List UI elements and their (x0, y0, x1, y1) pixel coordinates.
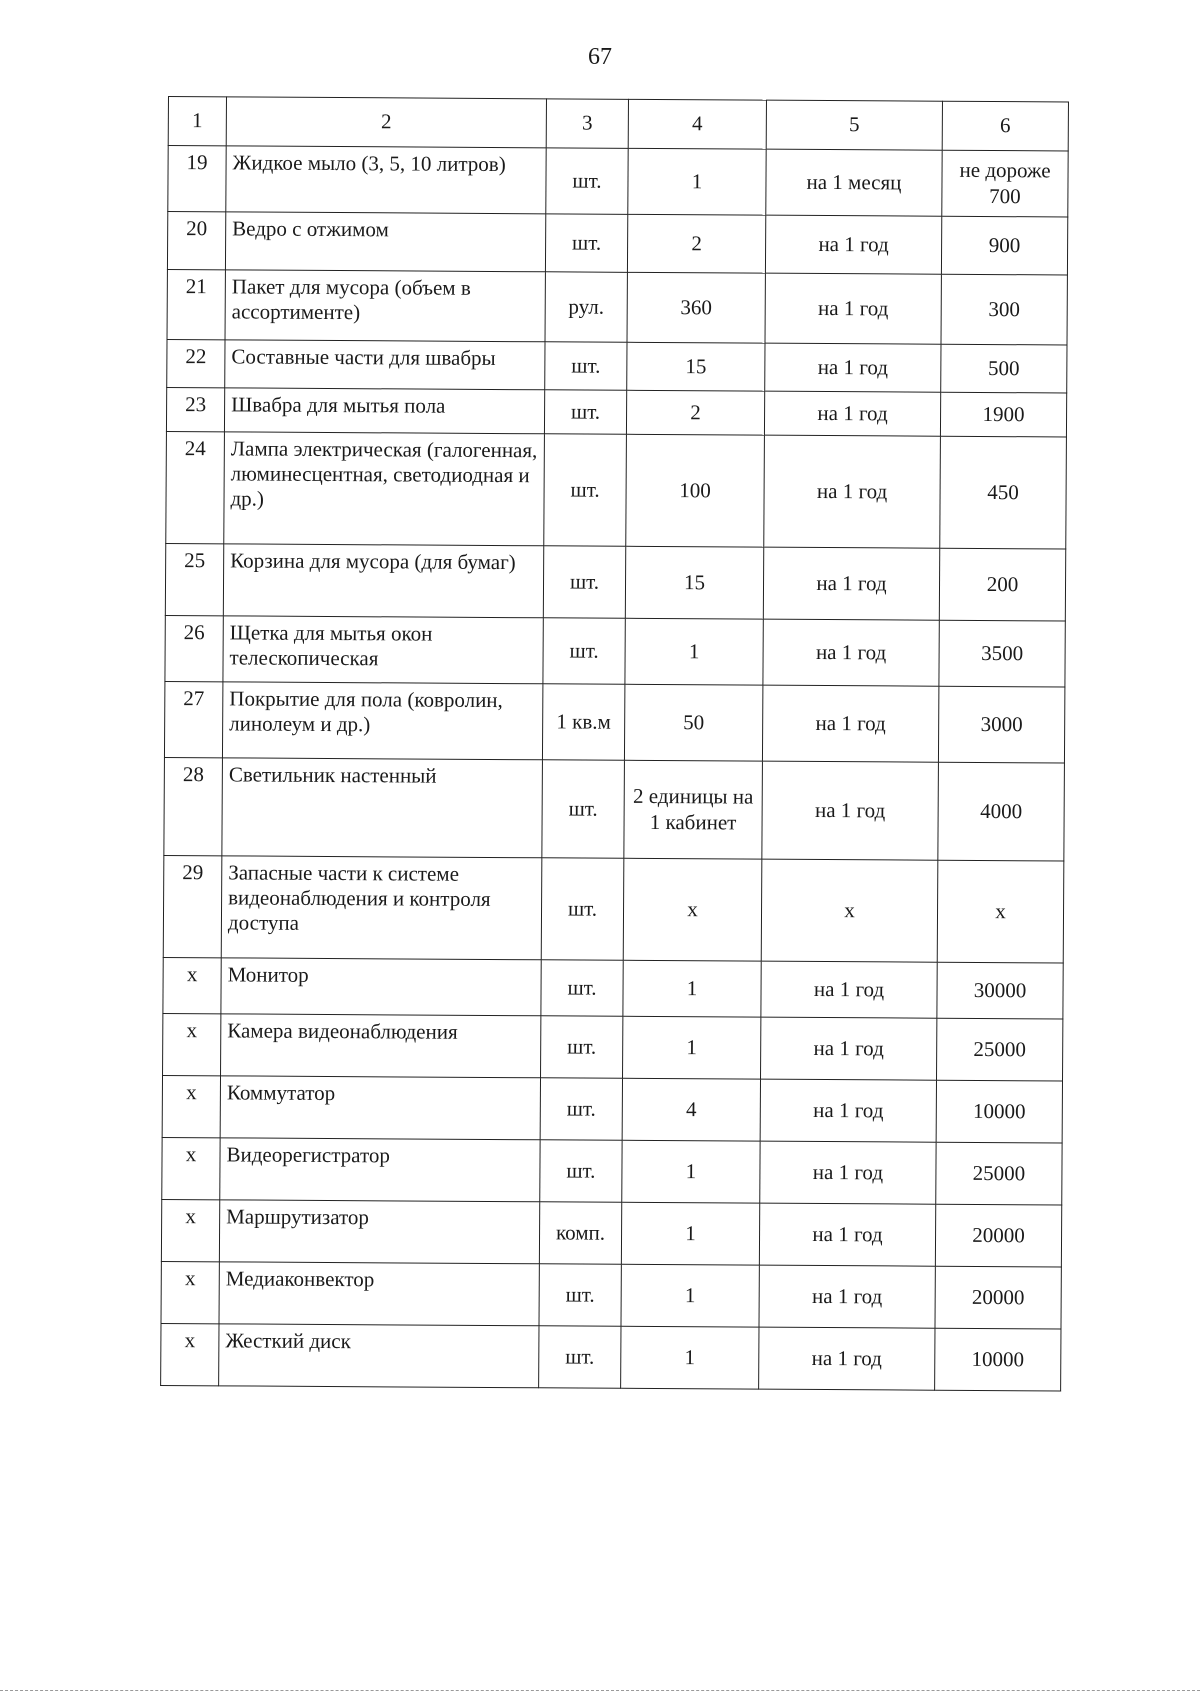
item-name-cell: Маршрутизатор (219, 1200, 539, 1264)
header-cell: 1 (168, 97, 226, 146)
unit-of-measure-cell: рул. (545, 272, 627, 342)
header-cell: 3 (546, 99, 628, 148)
row-number-cell: 29 (163, 855, 222, 957)
unit-of-measure-cell: шт. (543, 618, 625, 684)
max-price-cell: 20000 (935, 1204, 1061, 1267)
max-price-cell: 500 (941, 344, 1067, 393)
header-cell: 4 (628, 99, 766, 149)
usage-period-cell: на 1 год (763, 547, 939, 620)
item-name-cell: Светильник настенный (222, 758, 543, 858)
unit-of-measure-cell: шт. (545, 214, 627, 272)
unit-of-measure-cell: шт. (541, 1016, 623, 1078)
usage-period-cell: на 1 месяц (766, 149, 942, 216)
max-price-cell: 10000 (936, 1080, 1062, 1143)
unit-of-measure-cell: шт. (543, 546, 625, 618)
item-name-cell: Видеорегистратор (220, 1138, 540, 1202)
quantity-cell: 15 (627, 342, 765, 391)
usage-period-cell: на 1 год (760, 1141, 936, 1204)
row-number-cell: 20 (167, 212, 225, 270)
usage-period-cell: на 1 год (764, 435, 941, 548)
row-number-cell: х (162, 1075, 220, 1137)
table-row (161, 1261, 1061, 1328)
norms-table-wrapper (160, 96, 1068, 1391)
quantity-cell: 1 (623, 1016, 761, 1079)
item-name-cell: Составные части для швабры (225, 340, 545, 390)
table-row (163, 855, 1064, 962)
unit-of-measure-cell: шт. (544, 390, 626, 435)
max-price-cell: 1900 (940, 392, 1066, 437)
quantity-cell: 1 (625, 618, 763, 685)
usage-period-cell: на 1 год (761, 961, 937, 1018)
item-name-cell: Ведро с отжимом (225, 212, 545, 272)
unit-of-measure-cell: шт. (540, 1078, 622, 1140)
table-row (167, 269, 1067, 344)
quantity-cell: 2 (626, 390, 764, 435)
quantity-cell: х (623, 858, 762, 961)
unit-of-measure-cell: комп. (539, 1202, 621, 1264)
max-price-cell: 900 (941, 216, 1067, 275)
table-row (165, 615, 1065, 686)
max-price-cell: 25000 (937, 1018, 1063, 1081)
table-row (161, 1323, 1061, 1390)
table-row (168, 146, 1068, 217)
table-row (163, 1013, 1063, 1080)
row-number-cell: 28 (164, 757, 223, 855)
unit-of-measure-cell: шт. (541, 960, 623, 1016)
item-name-cell: Лампа электрическая (галогенная, люминесцентная, светодиодная и др.) (224, 432, 545, 546)
max-price-cell: 4000 (938, 762, 1065, 861)
table-row (164, 757, 1065, 860)
unit-of-measure-cell: шт. (544, 434, 627, 546)
row-number-cell: 19 (168, 146, 226, 212)
unit-of-measure-cell: шт. (546, 148, 628, 214)
page-number: 67 (588, 44, 612, 70)
quantity-cell: 15 (625, 546, 763, 619)
usage-period-cell: на 1 год (759, 1203, 935, 1266)
usage-period-cell: на 1 год (761, 1017, 937, 1080)
header-cell: 2 (226, 97, 546, 148)
quantity-cell: 4 (622, 1078, 760, 1141)
row-number-cell: 27 (164, 681, 222, 757)
max-price-cell: 450 (940, 436, 1067, 549)
quantity-cell: 1 (628, 148, 766, 215)
quantity-cell: 1 (622, 1140, 760, 1203)
item-name-cell: Швабра для мытья пола (224, 388, 544, 434)
row-number-cell: х (163, 957, 221, 1013)
item-name-cell: Камера видеонаблюдения (221, 1014, 541, 1078)
unit-of-measure-cell: шт. (539, 1264, 621, 1326)
table-row (166, 387, 1066, 436)
quantity-cell: 1 (621, 1264, 759, 1327)
usage-period-cell: на 1 год (765, 215, 941, 274)
usage-period-cell: на 1 год (762, 685, 938, 762)
quantity-cell: 1 (621, 1202, 759, 1265)
max-price-cell: не дороже 700 (942, 150, 1068, 217)
quantity-cell: 50 (624, 684, 762, 761)
header-cell: 6 (942, 101, 1068, 151)
unit-of-measure-cell: шт. (545, 342, 627, 391)
row-number-cell: х (163, 1013, 221, 1075)
usage-period-cell: на 1 год (763, 619, 939, 686)
usage-period-cell: на 1 год (762, 761, 939, 860)
row-number-cell: 22 (167, 339, 225, 387)
item-name-cell: Жидкое мыло (3, 5, 10 литров) (226, 146, 546, 214)
row-number-cell: 24 (166, 431, 225, 543)
item-name-cell: Коммутатор (220, 1076, 540, 1140)
max-price-cell: 30000 (937, 962, 1063, 1019)
table-row (162, 1075, 1062, 1142)
table-row (164, 681, 1064, 762)
table-row (162, 1137, 1062, 1204)
item-name-cell: Жесткий диск (219, 1324, 539, 1388)
unit-of-measure-cell: 1 кв.м (542, 684, 624, 760)
max-price-cell: 25000 (936, 1142, 1062, 1205)
row-number-cell: 23 (166, 387, 224, 431)
item-name-cell: Пакет для мусора (объем в ассортименте) (225, 270, 545, 342)
item-name-cell: Запасные части к системе видеонаблюдения и контроля доступа (221, 856, 542, 960)
table-row (165, 543, 1065, 620)
quantity-cell: 2 единицы на 1 кабинет (624, 760, 763, 859)
usage-period-cell: на 1 год (759, 1265, 935, 1328)
usage-period-cell: х (761, 859, 938, 962)
quantity-cell: 1 (621, 1326, 759, 1389)
table-row (166, 431, 1067, 548)
unit-of-measure-cell: шт. (540, 1140, 622, 1202)
usage-period-cell: на 1 год (759, 1327, 935, 1390)
item-name-cell: Щетка для мытья окон телескопическая (223, 616, 543, 684)
quantity-cell: 100 (626, 434, 765, 547)
row-number-cell: 25 (165, 543, 223, 615)
table-header-row (168, 97, 1068, 151)
max-price-cell: 20000 (935, 1266, 1061, 1329)
row-number-cell: х (161, 1199, 219, 1261)
row-number-cell: х (161, 1323, 219, 1385)
max-price-cell: х (937, 860, 1064, 963)
table-row (163, 957, 1063, 1018)
max-price-cell: 10000 (935, 1328, 1061, 1391)
usage-period-cell: на 1 год (764, 391, 940, 436)
quantity-cell: 2 (627, 214, 765, 273)
unit-of-measure-cell: шт. (541, 858, 624, 960)
max-price-cell: 3500 (939, 620, 1065, 687)
row-number-cell: х (161, 1261, 219, 1323)
usage-period-cell: на 1 год (760, 1079, 936, 1142)
table-row (161, 1199, 1061, 1266)
item-name-cell: Покрытие для пола (ковролин, линолеум и др.) (222, 682, 542, 760)
row-number-cell: 21 (167, 269, 225, 339)
max-price-cell: 3000 (938, 686, 1064, 763)
usage-period-cell: на 1 год (765, 343, 941, 392)
quantity-cell: 360 (627, 272, 765, 343)
footer-rule (0, 1690, 1200, 1691)
table-row (167, 212, 1067, 275)
max-price-cell: 200 (939, 548, 1065, 621)
header-cell: 5 (766, 100, 942, 150)
item-name-cell: Монитор (221, 958, 541, 1016)
unit-of-measure-cell: шт. (542, 760, 625, 858)
quantity-cell: 1 (623, 960, 761, 1017)
usage-period-cell: на 1 год (765, 273, 941, 344)
item-name-cell: Медиаконвектор (219, 1262, 539, 1326)
table-row (167, 339, 1067, 392)
unit-of-measure-cell: шт. (539, 1326, 621, 1388)
max-price-cell: 300 (941, 274, 1067, 345)
row-number-cell: 26 (165, 615, 223, 681)
norms-table (160, 96, 1069, 1391)
item-name-cell: Корзина для мусора (для бумаг) (223, 544, 543, 618)
row-number-cell: х (162, 1137, 220, 1199)
